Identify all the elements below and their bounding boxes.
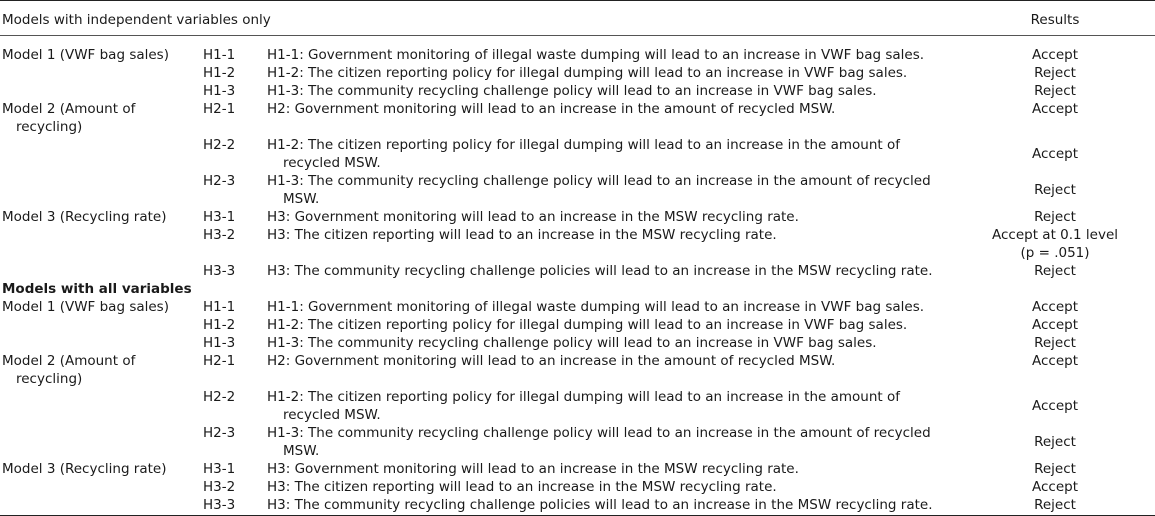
hypothesis-cell [267, 172, 955, 208]
table-row [0, 478, 1155, 496]
table-row [0, 100, 1155, 136]
result-cell [955, 496, 1155, 516]
section1-title: Models with independent variables only [0, 1, 955, 36]
table-row [0, 424, 1155, 460]
hypothesis-id: H3-3 [203, 263, 236, 279]
hypothesis-id: H2-3 [203, 173, 236, 189]
result-value: Reject [1034, 461, 1076, 477]
result-cell [955, 334, 1155, 352]
hypothesis-text: H3: The citizen reporting will lead to an increase in the MSW recycling rate. [267, 227, 777, 243]
hypothesis-cell [267, 226, 955, 262]
hypothesis-id: H3-2 [203, 479, 236, 495]
table-row [0, 334, 1155, 352]
table-row [0, 316, 1155, 334]
hypothesis-text: H1-3: The community recycling challenge policy will lead to an increase in VWF bag sales. [267, 83, 877, 99]
model-label: Model 3 (Recycling rate) [2, 461, 167, 477]
hypothesis-cell [267, 82, 955, 100]
table-row [0, 64, 1155, 82]
hypothesis-text: H1-1: Government monitoring of illegal waste dumping will lead to an increase in VWF bag sales. [267, 299, 925, 315]
table-row [0, 136, 1155, 172]
model-cell [0, 208, 203, 226]
hypothesis-id: H3-2 [203, 227, 236, 243]
table-row [0, 82, 1155, 100]
model-cell [0, 424, 203, 460]
hypothesis-cell [267, 136, 955, 172]
result-value: Reject [1034, 182, 1076, 198]
model-label: Model 1 (VWF bag sales) [2, 299, 169, 315]
hypothesis-id: H1-3 [203, 335, 236, 351]
hypothesis-text: H1-3: The community recycling challenge policy will lead to an increase in the amount of recycled MSW. [267, 173, 931, 207]
result-cell [955, 172, 1155, 208]
result-cell [955, 460, 1155, 478]
result-value: Accept at 0.1 level [992, 227, 1119, 243]
model-label: Model 1 (VWF bag sales) [2, 47, 169, 63]
table-row [0, 352, 1155, 388]
result-value: Reject [1034, 497, 1076, 513]
model-cell [0, 82, 203, 100]
hypothesis-id: H1-3 [203, 83, 236, 99]
hypothesis-cell [267, 208, 955, 226]
hypothesis-cell [267, 262, 955, 280]
hypothesis-cell [267, 460, 955, 478]
hypothesis-cell [267, 496, 955, 516]
model-cell [0, 478, 203, 496]
table-row [0, 262, 1155, 280]
result-value: Reject [1034, 263, 1076, 279]
results-column-header: Results [955, 1, 1155, 36]
result-cell [955, 298, 1155, 316]
table-body [0, 36, 1155, 516]
model-cell [0, 460, 203, 478]
hypothesis-id: H1-2 [203, 65, 236, 81]
hypothesis-text: H3: The citizen reporting will lead to an increase in the MSW recycling rate. [267, 479, 777, 495]
model-cell [0, 64, 203, 82]
hypothesis-cell [267, 64, 955, 82]
result-cell [955, 262, 1155, 280]
model-label: Model 3 (Recycling rate) [2, 209, 167, 225]
result-cell [955, 208, 1155, 226]
result-value: Accept [1032, 47, 1079, 63]
spacer-cell [0, 36, 1155, 47]
table-row [0, 46, 1155, 64]
result-value: Accept [1032, 146, 1079, 162]
result-value: Reject [1034, 434, 1076, 450]
model-cell [0, 334, 203, 352]
result-value: Reject [1034, 335, 1076, 351]
model-cell [0, 496, 203, 516]
hypothesis-id: H2-2 [203, 137, 236, 153]
hypothesis-cell [267, 388, 955, 424]
result-note: (p = .051) [1020, 245, 1090, 261]
hypothesis-cell [267, 100, 955, 136]
result-cell [955, 316, 1155, 334]
hypothesis-cell [267, 424, 955, 460]
table-row [0, 226, 1155, 262]
hypothesis-text: H1-2: The citizen reporting policy for illegal dumping will lead to an increase in VWF bag sales. [267, 317, 908, 333]
result-value: Accept [1032, 317, 1079, 333]
result-cell [955, 82, 1155, 100]
hypothesis-id: H1-1 [203, 47, 236, 63]
result-cell [955, 46, 1155, 64]
hypothesis-text: H1-2: The citizen reporting policy for illegal dumping will lead to an increase in the amount of recycled MSW. [267, 389, 901, 423]
result-cell [955, 424, 1155, 460]
model-label-continued: recycling) [16, 371, 83, 387]
hypothesis-id: H2-3 [203, 425, 236, 441]
model-cell [0, 262, 203, 280]
model-label: Model 2 (Amount of [2, 353, 136, 369]
result-cell [955, 352, 1155, 388]
hypothesis-text: H2: Government monitoring will lead to an increase in the amount of recycled MSW. [267, 101, 836, 117]
model-cell [0, 352, 203, 388]
hypothesis-cell [267, 298, 955, 316]
result-cell [955, 388, 1155, 424]
table-row [0, 172, 1155, 208]
model-cell [0, 316, 203, 334]
result-cell [955, 64, 1155, 82]
table-row [0, 298, 1155, 316]
hypothesis-cell [267, 478, 955, 496]
result-value: Accept [1032, 101, 1079, 117]
hypothesis-text: H3: The community recycling challenge policies will lead to an increase in the MSW recycling rate. [267, 263, 933, 279]
model-cell [0, 226, 203, 262]
result-cell [955, 478, 1155, 496]
model-cell [0, 100, 203, 136]
result-value: Accept [1032, 353, 1079, 369]
hypothesis-id: H3-1 [203, 209, 236, 225]
result-value: Reject [1034, 209, 1076, 225]
model-label: Model 2 (Amount of [2, 101, 136, 117]
hypothesis-text: H1-3: The community recycling challenge policy will lead to an increase in the amount of recycled MSW. [267, 425, 931, 459]
section2-title: Models with all variables [2, 281, 192, 297]
result-value: Accept [1032, 398, 1079, 414]
result-value: Accept [1032, 479, 1079, 495]
hypothesis-text: H2: Government monitoring will lead to an increase in the amount of recycled MSW. [267, 353, 836, 369]
hypothesis-text: H3: Government monitoring will lead to an increase in the MSW recycling rate. [267, 461, 799, 477]
hypothesis-id: H2-2 [203, 389, 236, 405]
hypothesis-text: H1-2: The citizen reporting policy for illegal dumping will lead to an increase in VWF bag sales. [267, 65, 908, 81]
hypothesis-text: H3: Government monitoring will lead to an increase in the MSW recycling rate. [267, 209, 799, 225]
hypothesis-id: H2-1 [203, 353, 236, 369]
result-cell [955, 226, 1155, 262]
result-value: Reject [1034, 83, 1076, 99]
table-header [0, 1, 1155, 36]
hypothesis-cell [267, 316, 955, 334]
hypothesis-cell [267, 334, 955, 352]
hypothesis-id: H1-2 [203, 317, 236, 333]
model-cell [0, 172, 203, 208]
table-row [0, 388, 1155, 424]
model-cell [0, 136, 203, 172]
table-row [0, 496, 1155, 516]
hypothesis-id: H2-1 [203, 101, 236, 117]
model-label-continued: recycling) [16, 119, 83, 135]
model-cell [0, 298, 203, 316]
model-cell [0, 46, 203, 64]
table-row [0, 208, 1155, 226]
hypothesis-id: H3-3 [203, 496, 267, 516]
result-cell [955, 136, 1155, 172]
result-value: Reject [1034, 65, 1076, 81]
result-value: Accept [1032, 299, 1079, 315]
table-row [0, 460, 1155, 478]
hypothesis-text: H1-3: The community recycling challenge policy will lead to an increase in VWF bag sales. [267, 335, 877, 351]
hypothesis-text: H1-2: The citizen reporting policy for illegal dumping will lead to an increase in the amount of recycled MSW. [267, 137, 901, 171]
hypothesis-cell [267, 46, 955, 64]
hypothesis-cell [267, 352, 955, 388]
hypothesis-text: H3: The community recycling challenge policies will lead to an increase in the MSW recycling rate. [267, 497, 933, 513]
spacer-row [0, 36, 1155, 47]
hypothesis-id: H1-1 [203, 299, 236, 315]
model-cell [0, 388, 203, 424]
hypothesis-id: H3-1 [203, 461, 236, 477]
result-cell [955, 100, 1155, 136]
hypothesis-text: H1-1: Government monitoring of illegal waste dumping will lead to an increase in VWF bag sales. [267, 47, 925, 63]
section-heading-row [0, 280, 1155, 298]
